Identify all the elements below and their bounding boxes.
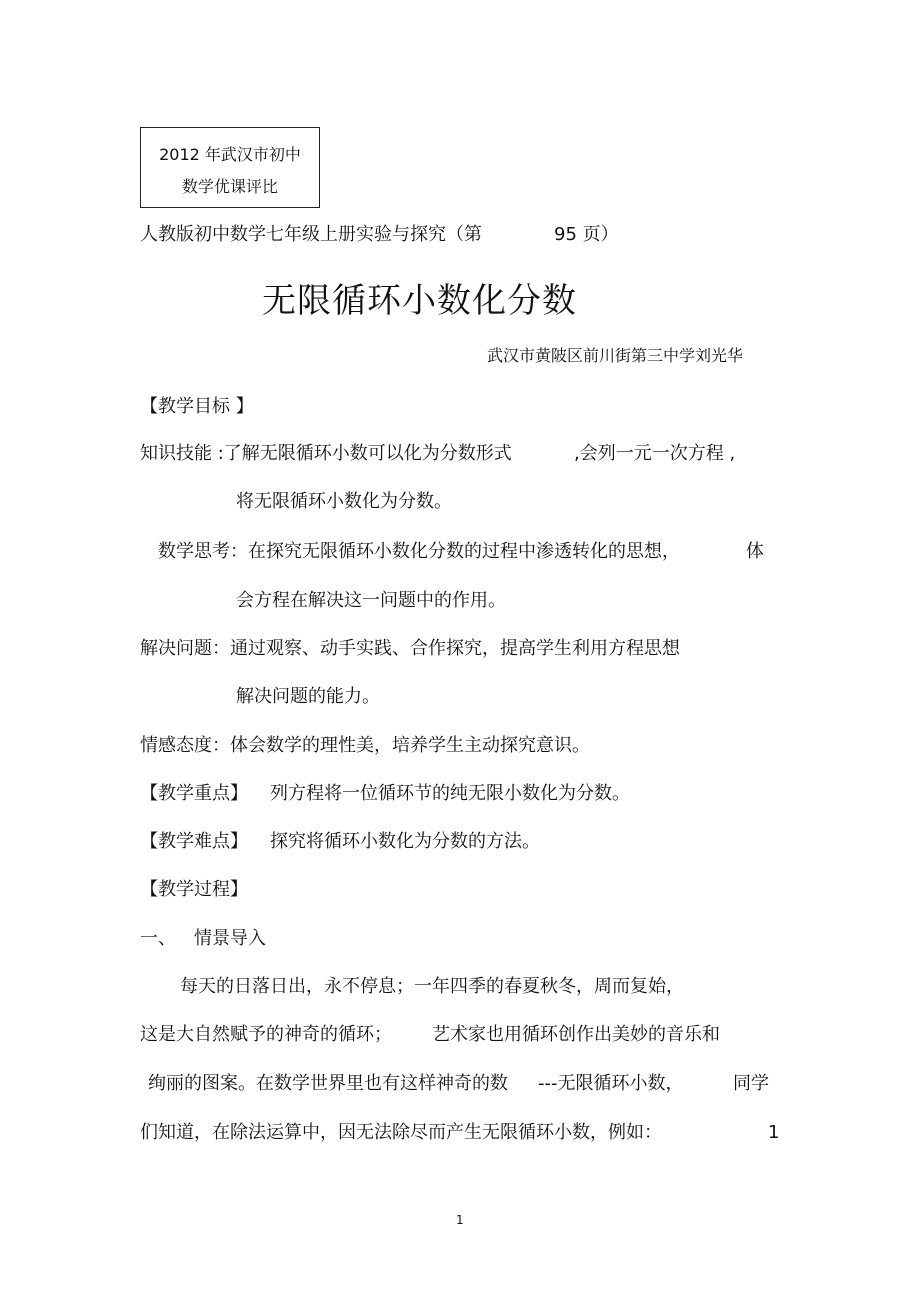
key-point-label: 【教学重点】 [140, 783, 248, 804]
problem-solving-line1: 解决问题：通过观察、动手实践、合作探究，提高学生利用方程思想 [140, 638, 680, 659]
math-thinking-line2: 会方程在解决这一问题中的作用。 [236, 590, 506, 611]
competition-label-line1: 2012 年武汉市初中 [159, 145, 301, 164]
paragraph-line3b: ---无限循环小数， [538, 1073, 684, 1094]
textbook-page: 95 页） [554, 224, 619, 245]
paragraph-line3a: 绚丽的图案。在数学世界里也有这样神奇的数 [148, 1073, 508, 1094]
page-number: 1 [456, 1213, 464, 1227]
section-title: 情景导入 [194, 928, 266, 949]
competition-label-box [140, 127, 320, 208]
textbook-reference: 人教版初中数学七年级上册实验与探究（第 [140, 224, 482, 245]
problem-solving-line2: 解决问题的能力。 [236, 686, 380, 707]
paragraph-line3c: 同学 [733, 1073, 769, 1094]
knowledge-skills-line1: 知识技能 :了解无限循环小数可以化为分数形式 [140, 443, 512, 464]
paragraph-line4-end: 1 [768, 1122, 780, 1143]
objectives-heading: 【教学目标 】 [140, 396, 254, 417]
section-number: 一、 [140, 928, 176, 949]
page-title: 无限循环小数化分数 [262, 281, 577, 321]
difficulty-label: 【教学难点】 [140, 831, 248, 852]
author-line: 武汉市黄陂区前川街第三中学刘光华 [487, 346, 744, 365]
paragraph-line2b: 艺术家也用循环创作出美妙的音乐和 [432, 1024, 720, 1045]
paragraph-line2a: 这是大自然赋予的神奇的循环； [140, 1024, 392, 1045]
paragraph-line4: 们知道，在除法运算中，因无法除尽而产生无限循环小数，例如： [140, 1122, 662, 1143]
attitude-line: 情感态度：体会数学的理性美，培养学生主动探究意识。 [140, 735, 590, 756]
knowledge-skills-tail: ,会列一元一次方程 , [574, 443, 736, 464]
math-thinking-tail: 体 [746, 541, 764, 562]
key-point-text: 列方程将一位循环节的纯无限小数化为分数。 [270, 783, 630, 804]
competition-label-line2: 数学优课评比 [181, 177, 278, 196]
process-heading: 【教学过程】 [140, 879, 248, 900]
paragraph-line1: 每天的日落日出，永不停息；一年四季的春夏秋冬，周而复始， [180, 976, 684, 997]
knowledge-skills-line2: 将无限循环小数化为分数。 [236, 491, 452, 512]
difficulty-text: 探究将循环小数化为分数的方法。 [270, 831, 540, 852]
math-thinking-line1: 数学思考：在探究无限循环小数化分数的过程中渗透转化的思想， [158, 541, 680, 562]
